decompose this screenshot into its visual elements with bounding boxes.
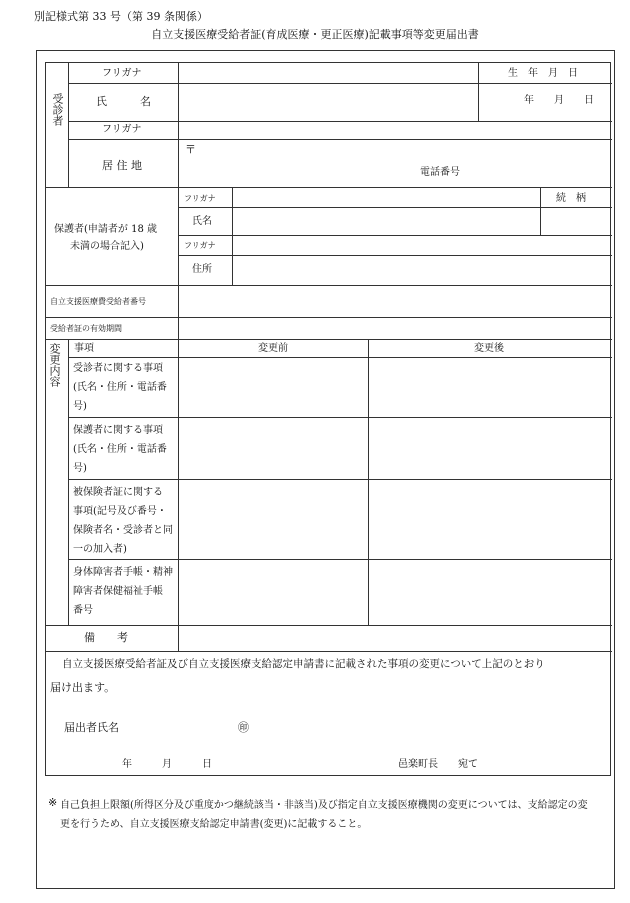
rule xyxy=(68,479,612,480)
remarks-label: 備 考 xyxy=(84,631,128,644)
rule xyxy=(68,417,612,418)
patient-name-label: 氏 名 xyxy=(96,95,151,108)
change-section-label: 変更内容 xyxy=(48,343,61,387)
rule xyxy=(46,651,612,652)
guardian-address-label: 住所 xyxy=(192,264,212,275)
cert-number-label: 自立支援医療費受給者番号 xyxy=(50,297,146,306)
rule xyxy=(178,187,179,285)
phone-label: 電話番号 xyxy=(420,167,460,178)
form-table xyxy=(45,62,611,776)
guardian-label-line2: 未満の場合記入) xyxy=(70,241,144,252)
patient-furigana2-label: フリガナ xyxy=(102,124,142,135)
rule xyxy=(68,121,612,122)
rule xyxy=(178,339,179,625)
rule xyxy=(46,285,612,286)
declaration-date: 年 月 日 xyxy=(122,759,212,770)
rule xyxy=(232,187,233,285)
note-text: 自己負担上限額(所得区分及び重度かつ継続該当・非該当)及び指定自立支援医療機関の変更については、支給認定の変更を行うため、自立支援医療支給認定申請書(変更)に記載すること。 xyxy=(60,800,588,830)
change-row-line: 番号 xyxy=(73,605,93,616)
change-row-line: (氏名・住所・電話番 xyxy=(73,444,167,455)
guardian-name-label: 氏名 xyxy=(192,216,212,227)
change-row-line: 受診者に関する事項 xyxy=(73,363,163,374)
rule xyxy=(178,63,179,187)
change-row-line: 事項(記号及び番号・ xyxy=(73,506,167,517)
patient-furigana-label: フリガナ xyxy=(102,68,142,79)
rule xyxy=(68,63,69,187)
declaration-line1: 自立支援医療受給者証及び自立支援医療支給認定申請書に記載された事項の変更について上記のとおり xyxy=(62,658,545,670)
col-after-header: 変更後 xyxy=(474,343,504,354)
form-title: 自立支援医療受給者証(育成医療・更正医療)記載事項等変更届出書 xyxy=(151,28,479,41)
rule xyxy=(68,559,612,560)
rule xyxy=(68,357,612,358)
rule xyxy=(46,187,612,188)
guardian-furigana-label: フリガナ xyxy=(184,194,216,203)
rule xyxy=(178,625,179,651)
rule xyxy=(178,207,612,208)
change-row-line: (氏名・住所・電話番 xyxy=(73,382,167,393)
rule xyxy=(478,63,479,121)
rule xyxy=(46,339,612,340)
rule xyxy=(46,625,612,626)
change-row-line: 被保険者証に関する xyxy=(73,487,163,498)
change-row-line: 身体障害者手帳・精神 xyxy=(73,567,173,578)
guardian-label-line1: 保護者(申請者が 18 歳 xyxy=(54,224,157,235)
rule xyxy=(178,255,612,256)
relation-label: 続 柄 xyxy=(556,193,586,204)
patient-address-label: 居 住 地 xyxy=(102,159,142,172)
change-row-line: 一の加入者) xyxy=(73,544,127,555)
rule xyxy=(178,235,612,236)
rule xyxy=(68,83,612,84)
addressee: 邑楽町長 宛て xyxy=(398,759,478,770)
rule xyxy=(46,317,612,318)
col-before-header: 変更前 xyxy=(258,343,288,354)
birth-date-ymd: 年 月 日 xyxy=(524,95,594,106)
patient-section-label: 受診者 xyxy=(51,93,64,126)
rule xyxy=(68,339,69,625)
change-row-line: 号) xyxy=(73,463,87,474)
change-row-line: 保険者名・受診者と同 xyxy=(73,525,173,536)
rule xyxy=(540,187,541,235)
cert-validity-label: 受給者証の有効期間 xyxy=(50,324,122,333)
col-item-header: 事項 xyxy=(74,343,94,354)
rule xyxy=(368,339,369,625)
rule xyxy=(68,139,612,140)
change-row-line: 保護者に関する事項 xyxy=(73,425,163,436)
guardian-furigana2-label: フリガナ xyxy=(184,241,216,250)
birth-date-label: 生 年 月 日 xyxy=(508,68,578,79)
note-mark: ※ xyxy=(48,796,58,809)
postal-mark: 〒 xyxy=(185,143,196,156)
seal-mark: ㊞ xyxy=(238,721,249,734)
change-row-line: 号) xyxy=(73,401,87,412)
rule xyxy=(178,285,179,339)
declaration-line2: 届け出ます。 xyxy=(50,681,116,694)
form-number: 別記様式第 33 号（第 39 条関係） xyxy=(34,10,208,23)
change-row-line: 障害者保健福祉手帳 xyxy=(73,586,163,597)
submitter-label: 届出者氏名 xyxy=(64,721,119,734)
